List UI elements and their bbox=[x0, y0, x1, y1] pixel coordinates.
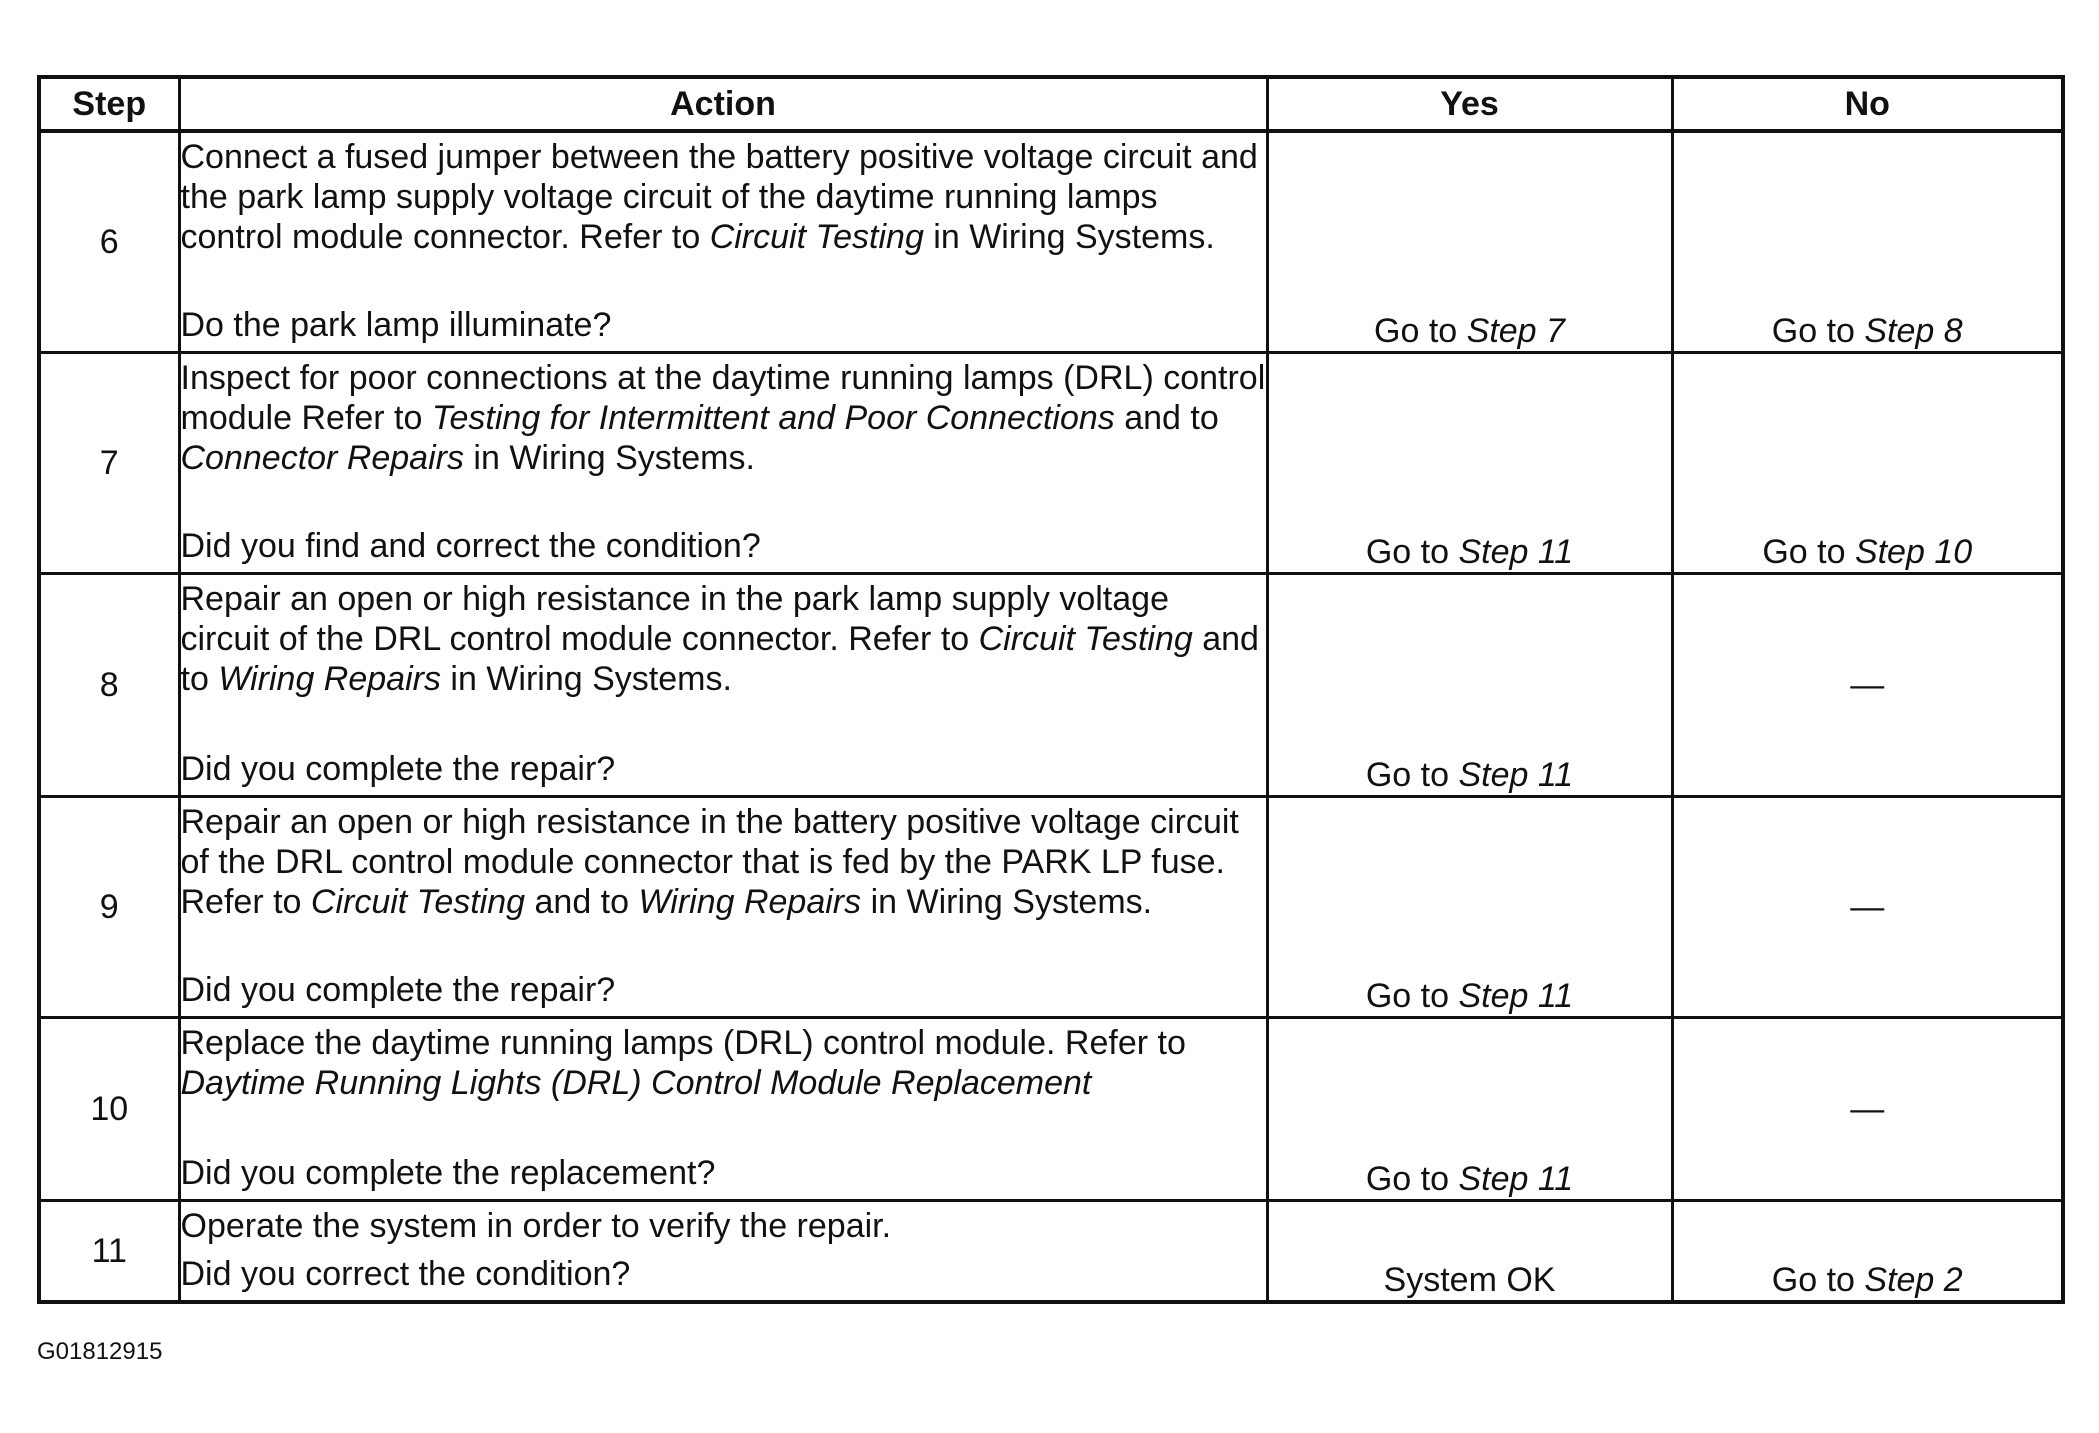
action-reference: Circuit Testing bbox=[310, 883, 526, 921]
action-text bbox=[181, 137, 1266, 257]
action-reference: Circuit Testing bbox=[978, 620, 1193, 658]
result-prefix: Go to bbox=[1365, 1160, 1459, 1198]
action-question: Do the park lamp illuminate? bbox=[180, 306, 612, 344]
result-prefix: Go to bbox=[1365, 533, 1459, 571]
action-text-segment: Repair an open or high resistance in the park lamp supply voltage circuit of the DRL control module connector. Refer to bbox=[180, 580, 1169, 658]
table-header bbox=[39, 77, 2063, 131]
header-action: Action bbox=[179, 77, 1267, 131]
step-reference: Step 7 bbox=[1466, 312, 1565, 350]
step-number: 11 bbox=[39, 1201, 179, 1303]
action-content bbox=[181, 133, 1266, 351]
action-text-segment: in Wiring Systems. bbox=[440, 660, 732, 698]
action-text-segment: Operate the system in order to verify the repair. bbox=[180, 1207, 892, 1245]
action-content bbox=[181, 1202, 1266, 1300]
result-prefix: Go to bbox=[1374, 312, 1467, 350]
action-reference: Circuit Testing bbox=[709, 218, 924, 256]
not-applicable-dash: — bbox=[1850, 666, 1885, 704]
action-cell bbox=[179, 1201, 1267, 1303]
no-result bbox=[1672, 353, 2063, 574]
yes-result bbox=[1267, 1201, 1672, 1303]
action-question: Did you correct the condition? bbox=[180, 1255, 631, 1293]
action-text-segment: and to bbox=[180, 620, 1259, 698]
action-text bbox=[181, 579, 1266, 699]
action-cell bbox=[179, 131, 1267, 353]
action-reference: Daytime Running Lights (DRL) Control Module Replacement bbox=[180, 1064, 1092, 1102]
header-row bbox=[39, 77, 2063, 131]
action-cell bbox=[179, 797, 1267, 1018]
action-text bbox=[181, 1206, 1266, 1246]
header-no: No bbox=[1672, 77, 2063, 131]
result-prefix: Go to bbox=[1771, 312, 1865, 350]
diagnostic-table-container bbox=[37, 75, 2061, 1304]
action-question: Did you complete the repair? bbox=[180, 971, 616, 1009]
diagnostic-table bbox=[37, 75, 2065, 1304]
no-result bbox=[1672, 797, 2063, 1018]
yes-result bbox=[1267, 574, 1672, 797]
table-row bbox=[39, 131, 2063, 353]
action-text-segment: in Wiring Systems. bbox=[923, 218, 1215, 256]
table-body bbox=[39, 131, 2063, 1302]
table-row bbox=[39, 574, 2063, 797]
header-step: Step bbox=[39, 77, 179, 131]
no-result bbox=[1672, 1018, 2063, 1201]
yes-result bbox=[1267, 131, 1672, 353]
yes-result bbox=[1267, 797, 1672, 1018]
action-question: Did you complete the replacement? bbox=[180, 1154, 716, 1192]
step-reference: Step 8 bbox=[1864, 312, 1963, 350]
table-row bbox=[39, 353, 2063, 574]
action-cell bbox=[179, 1018, 1267, 1201]
action-reference: Connector Repairs bbox=[180, 439, 464, 477]
action-text bbox=[181, 1023, 1266, 1103]
action-reference: Wiring Repairs bbox=[638, 883, 862, 921]
result-prefix: Go to bbox=[1762, 533, 1855, 571]
action-text-segment: in Wiring Systems. bbox=[463, 439, 755, 477]
action-text-segment: and to bbox=[1114, 399, 1219, 437]
action-text-segment: in Wiring Systems. bbox=[861, 883, 1153, 921]
yes-result bbox=[1267, 353, 1672, 574]
step-reference: Step 11 bbox=[1458, 756, 1574, 794]
action-text bbox=[181, 802, 1266, 922]
header-yes: Yes bbox=[1267, 77, 1672, 131]
action-content bbox=[181, 798, 1266, 1016]
step-number: 9 bbox=[39, 797, 179, 1018]
action-cell bbox=[179, 353, 1267, 574]
action-text-segment: Repair an open or high resistance in the battery positive voltage circuit of the DRL control module connector that is fed by the PARK LP fuse. Refer to bbox=[180, 803, 1239, 921]
action-content bbox=[181, 354, 1266, 572]
result-prefix: Go to bbox=[1365, 977, 1459, 1015]
action-question: Did you find and correct the condition? bbox=[180, 527, 761, 565]
no-result bbox=[1672, 1201, 2063, 1303]
step-reference: Step 11 bbox=[1458, 977, 1574, 1015]
step-reference: Step 2 bbox=[1864, 1261, 1963, 1299]
result-prefix: Go to bbox=[1365, 756, 1459, 794]
action-text-segment: Replace the daytime running lamps (DRL) control module. Refer to bbox=[180, 1024, 1186, 1062]
action-reference: Wiring Repairs bbox=[218, 660, 441, 698]
action-cell bbox=[179, 574, 1267, 797]
step-reference: Step 11 bbox=[1458, 533, 1574, 571]
action-content bbox=[181, 575, 1266, 795]
step-reference: Step 10 bbox=[1854, 533, 1973, 571]
figure-id: G01812915 bbox=[37, 1338, 163, 1365]
action-text bbox=[181, 358, 1266, 478]
action-question: Did you complete the repair? bbox=[180, 750, 616, 788]
no-result bbox=[1672, 131, 2063, 353]
step-number: 10 bbox=[39, 1018, 179, 1201]
action-text-segment: Connect a fused jumper between the battery positive voltage circuit and the park lamp supply voltage circuit of the daytime running lamps control module connector. Refer to bbox=[180, 138, 1258, 256]
table-row bbox=[39, 797, 2063, 1018]
result-prefix: Go to bbox=[1771, 1261, 1865, 1299]
no-result bbox=[1672, 574, 2063, 797]
action-content bbox=[181, 1019, 1266, 1199]
table-row bbox=[39, 1018, 2063, 1201]
not-applicable-dash: — bbox=[1850, 888, 1885, 926]
action-reference: Testing for Intermittent and Poor Connections bbox=[431, 399, 1115, 437]
action-text-segment: Inspect for poor connections at the daytime running lamps (DRL) control module Refer to bbox=[180, 359, 1266, 437]
action-text-segment: and to bbox=[525, 883, 639, 921]
step-number: 6 bbox=[39, 131, 179, 353]
yes-result bbox=[1267, 1018, 1672, 1201]
table-row bbox=[39, 1201, 2063, 1303]
result-text: System OK bbox=[1383, 1261, 1556, 1299]
step-number: 7 bbox=[39, 353, 179, 574]
step-number: 8 bbox=[39, 574, 179, 797]
not-applicable-dash: — bbox=[1850, 1090, 1885, 1128]
step-reference: Step 11 bbox=[1458, 1160, 1574, 1198]
